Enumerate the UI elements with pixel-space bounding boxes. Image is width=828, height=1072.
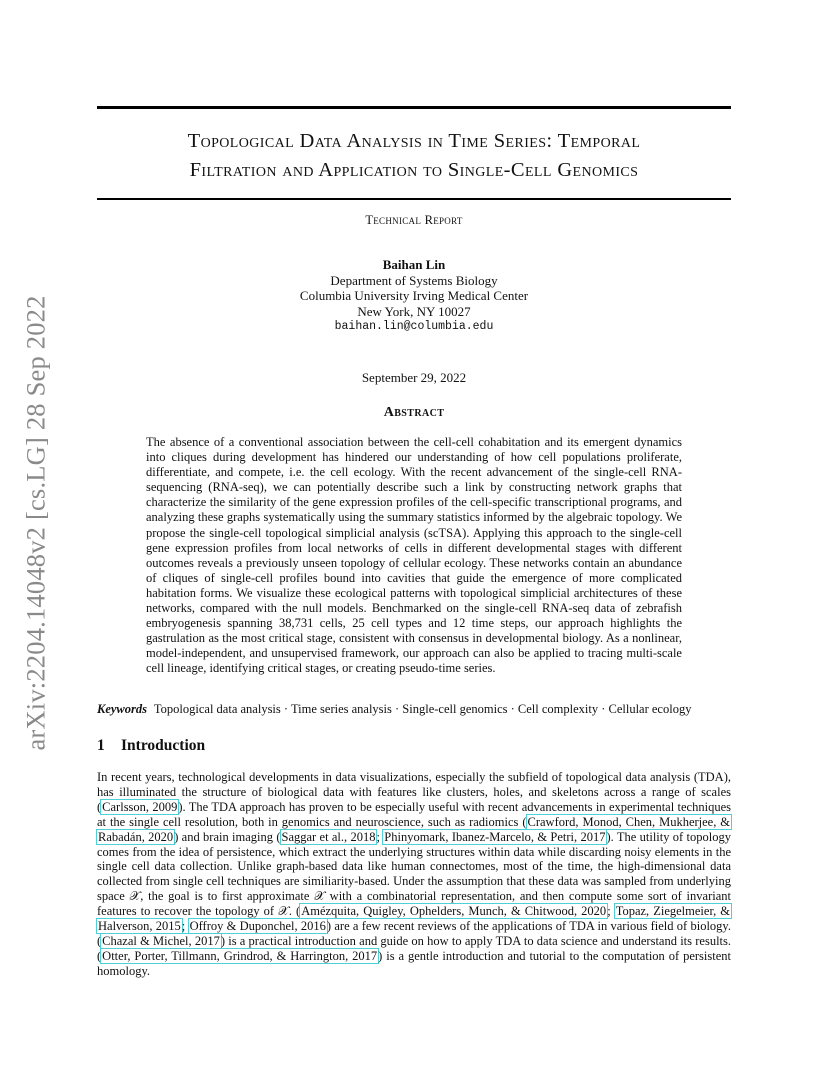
author-name: Baihan Lin	[382, 257, 446, 272]
intro-text: ). The TDA approach has proven to be especially useful with recent advancements in experimental techniques at the single cell resolution, both in genomics and neuroscience, such as radiomics (	[97, 799, 731, 829]
citation-link[interactable]: Carlsson, 2009	[102, 799, 178, 814]
citation-link[interactable]: Otter, Porter, Tillmann, Grindrod, & Harrington, 2017	[102, 948, 378, 963]
section-title: Introduction	[121, 737, 206, 754]
citation-link[interactable]: Phinyomark, Ibanez-Marcelo, & Petri, 2017	[384, 829, 606, 844]
arxiv-id-text: arXiv:2204.14048v2 [cs.LG] 28 Sep 2022	[20, 294, 51, 751]
title-line-1: Topological Data Analysis in Time Series: Temporal	[187, 130, 641, 152]
author-department: Department of Systems Biology	[330, 272, 498, 288]
citation-link[interactable]: Chazal & Michel, 2017	[102, 933, 220, 948]
intro-text: ) is a gentle introduction and tutorial to the computation of persistent homology.	[97, 948, 731, 978]
section-heading	[97, 737, 205, 755]
intro-text: ) and brain imaging (	[174, 829, 281, 844]
intro-text: ;	[376, 829, 384, 844]
paper-date: September 29, 2022	[361, 370, 467, 385]
section-number: 1	[97, 737, 105, 754]
keywords-text: Topological data analysis · Time series analysis · Single-cell genomics · Cell complexity · Cellular ecology	[153, 702, 692, 716]
author-institution: Columbia University Irving Medical Center	[299, 288, 529, 303]
citation-link[interactable]: Crawford, Monod, Chen, Mukherjee, & Rabadán, 2020	[98, 814, 730, 844]
abstract-text: The absence of a conventional association between the cell-cell cohabitation and its emergent dynamics into cliques during development has hindered our understanding of how cell populations proliferate, differentiate, and compete, i.e. the cell ecology. With the recent advancement of the single-cell RNA-sequencing (RNA-seq), we can potentially describe such a link by constructing network graphs that characterize the similarity of the gene expression profiles of the cell-specific transcriptional programs, and analyzing these graphs systematically using the summary statistics informed by the algebraic topology. We propose the single-cell topological simplicial analysis (scTSA). Applying this approach to the single-cell gene expression profiles from local networks of cells in different developmental stages with different outcomes reveals a previously unseen topology of cellular ecology. These networks contain an abundance of cliques of single-cell profiles bound into cavities that guide the emergence of more complicated habitation forms. We visualize these ecological patterns with topological simplicial architectures of these networks, compared with the null models. Benchmarked on the single-cell RNA-seq data of zebrafish embryogenesis spanning 38,731 cells, 25 cell types and 12 time steps, our approach highlights the gastrulation as the most critical stage, consistent with consensus in developmental biology. As a nonlinear, model-independent, and unsupervised framework, our approach can also be applied to tracing multi-scale cell lineage, identifying critical stages, or creating pseudo-time series.	[146, 435, 682, 676]
citation-link[interactable]: Amézquita, Quigley, Ophelders, Munch, & Chitwood, 2020	[301, 904, 607, 919]
intro-text: ) are a few recent reviews of the applications of TDA in various field of biology. (	[97, 919, 731, 948]
author-location: New York, NY 10027	[357, 303, 471, 319]
arxiv-margin-stamp	[18, 285, 54, 760]
paper-title	[97, 127, 731, 185]
citation-link[interactable]: Saggar et al., 2018	[281, 829, 376, 844]
keywords-label: Keywords	[97, 702, 147, 716]
report-type: Technical Report	[365, 213, 463, 227]
keywords-line	[97, 702, 737, 717]
intro-text: ) is a practical introduction and guide on how to apply TDA to data science and understand its results. (	[97, 933, 732, 963]
citation-link[interactable]: Topaz, Ziegelmeier, & Halverson, 2015	[98, 904, 730, 934]
title-rule-top	[97, 106, 731, 109]
author-email[interactable]: baihan.lin@columbia.edu	[334, 320, 494, 333]
abstract-heading: Abstract	[383, 405, 445, 420]
author-block	[97, 257, 731, 335]
intro-paragraph	[97, 770, 731, 979]
intro-text: ). The utility of topology comes from the idea of persistence, which extract the underlying structures within data while discarding noisy elements in the single cell data collection. Unlike graph-based data like human connectomes, most of the time, the high-dimensional data collected from single cell techniques are similiarity-based. Under the assumption that these data was sampled from underlying space 𝒳, the goal is to first approximate 𝒳 with a combinatorial representation, and then compute some sort of invariant features to recover the topology of 𝒳. (	[97, 829, 731, 919]
intro-text: ;	[181, 919, 189, 934]
citation-link[interactable]: Offroy & Duponchel, 2016	[189, 919, 326, 934]
intro-text: ;	[607, 904, 615, 919]
intro-text: In recent years, technological developments in data visualizations, especially the subfield of topological data analysis (TDA), has illuminated the structure of biological data with features like clusters, holes, and skeletons across a range of scales (	[97, 770, 731, 814]
title-line-2: Filtration and Application to Single-Cell Genomics	[189, 159, 639, 181]
title-rule-bottom	[97, 198, 731, 200]
